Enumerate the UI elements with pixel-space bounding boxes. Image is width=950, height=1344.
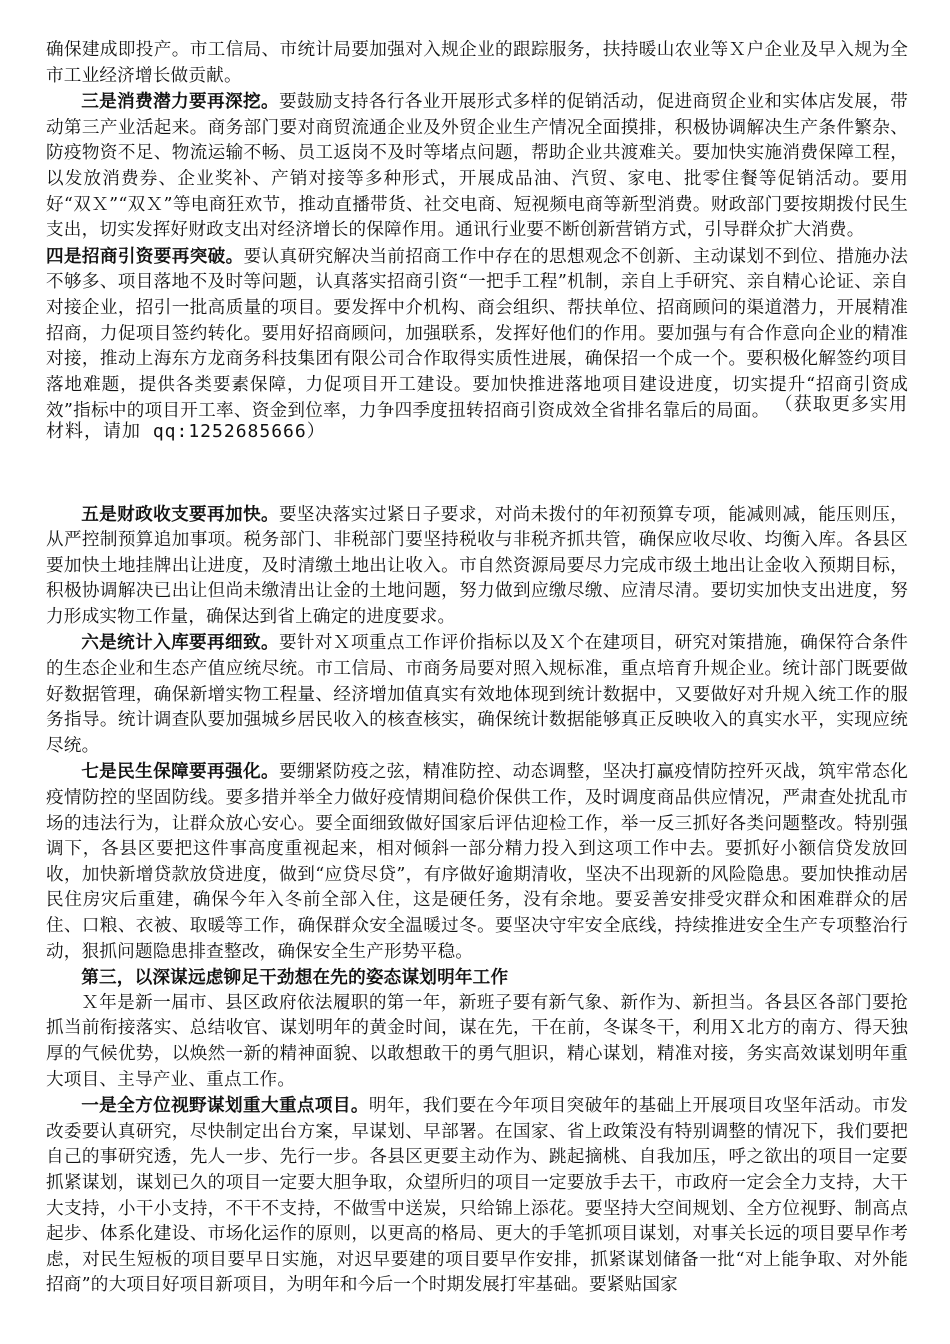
section-heading: 第三，以深谋远虑铆足干劲想在先的姿态谋划明年工作 [81,967,509,989]
blank-gap [46,452,908,502]
paragraph-text: 要绷紧防疫之弦，精准防控、动态调整，坚决打赢疫情防控歼灭战，筑牢常态化疫情防控的坚固防线。要多措并举全力做好疫情期间稳价保供工作，及时调度商品供应情况，严肃查处扰乱市场的违法行为，让群众放心安心。要全面细致做好国家后评估迎检工作，举一反三抓好各类问题整改。特别强调下，各县区要把这件事高度重视起来，相对倾斜一部分精力投入到这项工作中去。要抓好小额信贷发放回收，加快新增贷款放贷进度，做到“应贷尽贷”，有序做好逾期清收，坚决不出现新的风险隐患。要加快推动居民住房灾后重建，确保今年入冬前全部入住，这是硬任务，没有余地。要妥善安排受灾群众和困难群众的居住、口粮、衣被、取暖等工作，确保群众安全温暖过冬。要坚决守牢安全底线，持续推进安全生产专项整治行动，狠抓问题隐患排查整改，确保安全生产形势平稳。 [46,762,908,962]
paragraph-livelihood [46,759,908,965]
paragraph-consumption [46,89,908,244]
paragraph-lead: 六是统计入库要再细致。 [81,632,279,654]
paragraph-lead: 五是财政收支要再加快。 [81,503,279,525]
paragraph-investment [46,244,908,452]
promo-note: （获取更多实用材料，请加 qq:1252685666） [46,394,908,442]
paragraph-text: 明年，我们要在今年项目突破年的基础上开展项目攻坚年活动。市发改委要认真研究，尽快制定出台方案，早谋划、早部署。在国家、省上政策没有特别调整的情况下，我们要把自己的事研究透，先人一步、先行一步。各县区更要主动作为、跳起摘桃、自我加压，呼之欲出的项目一定要抓紧谋划，谋划已久的项目一定要大胆争取，众望所归的项目一定要放手去干，市政府一定会全力支持，大干大支持，小干小支持，不干不支持，不做雪中送炭，只给锦上添花。要坚持大空间规划、全方位视野、制高点起步、体系化建设、市场化运作的原则，以更高的格局、更大的手笔抓项目谋划，对事关长远的项目要早作考虑，对民生短板的项目要早日实施，对迟早要建的项目要早作安排，抓紧谋划储备一批“对上能争取、对外能招商”的大项目好项目新项目，为明年和今后一个时期发展打牢基础。要紧贴国家 [46,1096,908,1296]
paragraph-text: 要认真研究解决当前招商工作中存在的思想观念不创新、主动谋划不到位、措施办法不够多、项目落地不及时等问题，认真落实招商引资“一把手工程”机制，亲自上手研究、亲自精心论证、亲自对接企业，招引一批高质量的项目。要发挥中介机构、商会组织、帮扶单位、招商顾问的渠道潜力，开展精准招商，力促项目签约转化。要用好招商顾问，加强联系，发挥好他们的作用。要加强与有合作意向企业的精准对接，推动上海东方龙商务科技集团有限公司合作取得实质性进展，确保招一个成一个。要积极化解签约项目落地难题，提供各类要素保障，力促项目开工建设。要加快推进落地项目建设进度，切实提升“招商引资成效”指标中的项目开工率、资金到位率，力争四季度扭转招商引资成效全省排名靠后的局面。 [46,246,909,422]
paragraph-continuation: 确保建成即投产。市工信局、市统计局要加强对入规企业的跟踪服务，扶持暖山农业等Ｘ户企业及早入规为全市工业经济增长做贡献。 [46,40,908,86]
paragraph-finance [46,502,908,631]
paragraph-lead: 三是消费潜力要再深挖。 [81,91,279,113]
paragraph-text: 要鼓励支持各行各业开展形式多样的促销活动，促进商贸企业和实体店发展，带动第三产业活起来。商务部门要对商贸流通企业及外贸企业生产情况全面摸排，积极协调解决生产条件繁杂、防疫物资不足、物流运输不畅、员工返岗不及时等堵点问题，帮助企业共渡难关。要加快实施消费保障工程，以发放消费券、企业奖补、产销对接等多种形式，开展成品油、汽贸、家电、批零住餐等促销活动。要用好“双Ｘ”“双Ｘ”等电商狂欢节，推动直播带货、社交电商、短视频电商等新型消费。财政部门要按期拨付民生支出，切实发挥好财政支出对经济增长的保障作用。通讯行业要不断创新营销方式，引导群众扩大消费。 [46,92,908,241]
paragraph-lead: 七是民生保障要再强化。 [81,761,279,783]
paragraph-text: 要坚决落实过紧日子要求，对尚未拨付的年初预算专项，能减则减，能压则压，从严控制预算追加事项。税务部门、非税部门要坚持税收与非税齐抓共管，确保应收尽收、均衡入库。各县区要加快土地挂牌出让进度，及时清缴土地出让收入。市自然资源局要尽力完成市级土地出让金收入预期目标，积极协调解决已出让但尚未缴清出让金的土地问题，努力做到应缴尽缴、应清尽清。要切实加快支出进度，努力形成实物工作量，确保达到省上确定的进度要求。 [46,504,908,627]
document-body [46,38,908,1299]
paragraph-statistics [46,630,908,759]
paragraph-lead: 四是招商引资要再突破。 [46,245,244,267]
paragraph-projects [46,1093,908,1299]
paragraph-text: 要针对Ｘ项重点工作评价指标以及Ｘ个在建项目，研究对策措施，确保符合条件的生态企业和生态产值应统尽统。市工信局、市商务局要对照入规标准，重点培育升规企业。统计部门既要做好数据管理，确保新增实物工程量、经济增加值真实有效地体现到统计数据中，又要做好对升规入统工作的服务指导。统计调查队要加强城乡居民收入的核查核实，确保统计数据能够真正反映收入的真实水平，实现应统尽统。 [46,633,908,756]
paragraph-intro: Ｘ年是新一届市、县区政府依法履职的第一年，新班子要有新气象、新作为、新担当。各县区各部门要抢抓当前衔接落实、总结收官、谋划明年的黄金时间，谋在先，干在前，冬谋冬干，利用Ｘ北方的南方、得天独厚的气候优势，以焕然一新的精神面貌、以敢想敢干的勇气胆识，精心谋划，精准对接，务实高效谋划明年重大项目、主导产业、重点工作。 [46,992,908,1090]
paragraph-lead: 一是全方位视野谋划重大重点项目。 [81,1095,369,1117]
